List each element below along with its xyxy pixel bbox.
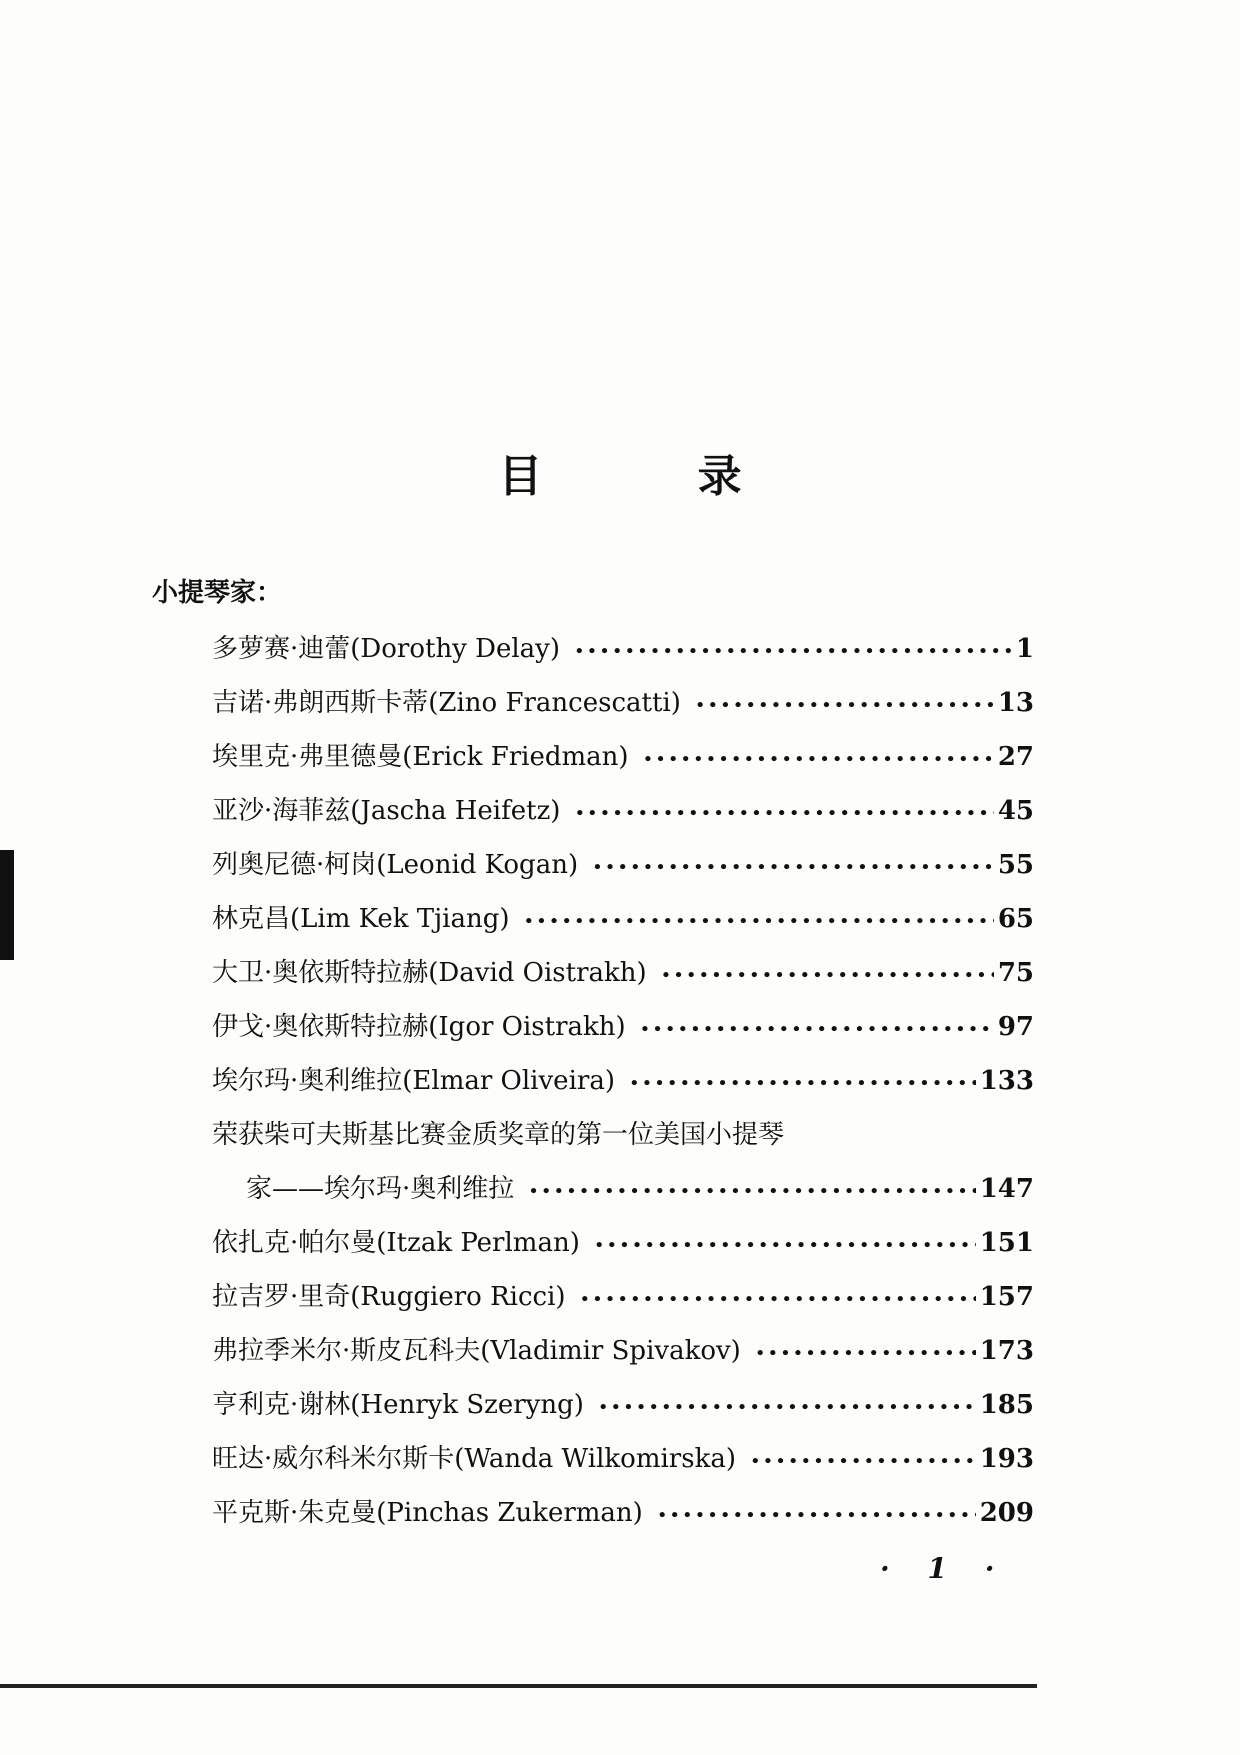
dot-leader bbox=[574, 787, 993, 841]
entry-page: 55 bbox=[997, 850, 1034, 880]
entry-page: 151 bbox=[979, 1228, 1034, 1258]
entry-page: 13 bbox=[997, 688, 1034, 718]
entry-page: 193 bbox=[979, 1444, 1034, 1474]
toc-entry bbox=[212, 1324, 1034, 1378]
dot-leader bbox=[629, 1057, 976, 1111]
entry-title: 依扎克·帕尔曼(Itzak Perlman) bbox=[212, 1228, 580, 1258]
entry-title: 平克斯·朱克曼(Pinchas Zukerman) bbox=[212, 1498, 643, 1528]
entry-title: 大卫·奥依斯特拉赫(David Oistrakh) bbox=[212, 958, 647, 988]
dot-leader bbox=[528, 1165, 975, 1219]
entry-page: 173 bbox=[979, 1336, 1034, 1366]
toc-entry bbox=[212, 1432, 1034, 1486]
dot-leader bbox=[661, 949, 994, 1003]
toc-entry bbox=[212, 622, 1034, 676]
entry-page: 27 bbox=[997, 742, 1034, 772]
entry-page: 45 bbox=[997, 796, 1034, 826]
toc-entry bbox=[212, 1270, 1034, 1324]
page-bottom-edge bbox=[0, 1684, 1037, 1688]
toc-entry bbox=[212, 838, 1034, 892]
entry-title: 林克昌(Lim Kek Tjiang) bbox=[212, 904, 510, 934]
entry-page: 147 bbox=[979, 1174, 1034, 1204]
dot-leader bbox=[592, 841, 994, 895]
dot-leader bbox=[574, 625, 1012, 679]
entry-title: 伊戈·奥依斯特拉赫(Igor Oistrakh) bbox=[212, 1012, 626, 1042]
entry-title: 埃尔玛·奥利维拉(Elmar Oliveira) bbox=[212, 1066, 615, 1096]
toc-entry bbox=[212, 784, 1034, 838]
dot-leader bbox=[580, 1273, 976, 1327]
entry-page: 133 bbox=[979, 1066, 1034, 1096]
entry-title: 吉诺·弗朗西斯卡蒂(Zino Francescatti) bbox=[212, 688, 681, 718]
dot-leader bbox=[524, 895, 994, 949]
entry-title: 弗拉季米尔·斯皮瓦科夫(Vladimir Spivakov) bbox=[212, 1336, 741, 1366]
toc-entry bbox=[212, 1486, 1034, 1540]
toc-entry bbox=[212, 1000, 1034, 1054]
toc-entry bbox=[212, 892, 1034, 946]
dot-leader bbox=[643, 733, 994, 787]
scan-edge-mark bbox=[0, 850, 14, 960]
toc-entry bbox=[212, 1216, 1034, 1270]
toc-entry bbox=[212, 730, 1034, 784]
section-heading: 小提琴家： bbox=[152, 578, 283, 608]
dot-leader bbox=[640, 1003, 994, 1057]
toc-entry bbox=[212, 1108, 1034, 1162]
entry-page: 65 bbox=[997, 904, 1034, 934]
dot-leader bbox=[695, 679, 994, 733]
page-number: · 1 · bbox=[880, 1552, 1009, 1585]
page-title: 目 录 bbox=[498, 451, 812, 502]
entry-title: 旺达·威尔科米尔斯卡(Wanda Wilkomirska) bbox=[212, 1444, 736, 1474]
entry-page: 209 bbox=[979, 1498, 1034, 1528]
entry-title: 拉吉罗·里奇(Ruggiero Ricci) bbox=[212, 1282, 566, 1312]
entry-title: 荣获柴可夫斯基比赛金质奖章的第一位美国小提琴 bbox=[212, 1120, 785, 1150]
dot-leader bbox=[755, 1327, 976, 1381]
toc-entry bbox=[212, 946, 1034, 1000]
toc-entry bbox=[212, 1054, 1034, 1108]
entry-title: 列奥尼德·柯岗(Leonid Kogan) bbox=[212, 850, 579, 880]
entry-page: 1 bbox=[1015, 634, 1034, 664]
entry-title: 多萝赛·迪蕾(Dorothy Delay) bbox=[212, 634, 561, 664]
dot-leader bbox=[750, 1435, 976, 1489]
dot-leader bbox=[594, 1219, 976, 1273]
dot-leader bbox=[657, 1489, 976, 1543]
entry-page: 75 bbox=[997, 958, 1034, 988]
toc-entry bbox=[212, 1378, 1034, 1432]
dot-leader bbox=[598, 1381, 976, 1435]
entry-page: 185 bbox=[979, 1390, 1034, 1420]
entry-page: 97 bbox=[997, 1012, 1034, 1042]
entry-page: 157 bbox=[979, 1282, 1034, 1312]
toc-entry-continuation bbox=[212, 1162, 1034, 1216]
entry-title: 亨利克·谢林(Henryk Szeryng) bbox=[212, 1390, 584, 1420]
entry-title: 埃里克·弗里德曼(Erick Friedman) bbox=[212, 742, 629, 772]
entry-title: 亚沙·海菲兹(Jascha Heifetz) bbox=[212, 796, 561, 826]
toc-entry bbox=[212, 676, 1034, 730]
table-of-contents bbox=[212, 622, 1034, 1540]
entry-title-continued: 家——埃尔玛·奥利维拉 bbox=[246, 1174, 515, 1204]
